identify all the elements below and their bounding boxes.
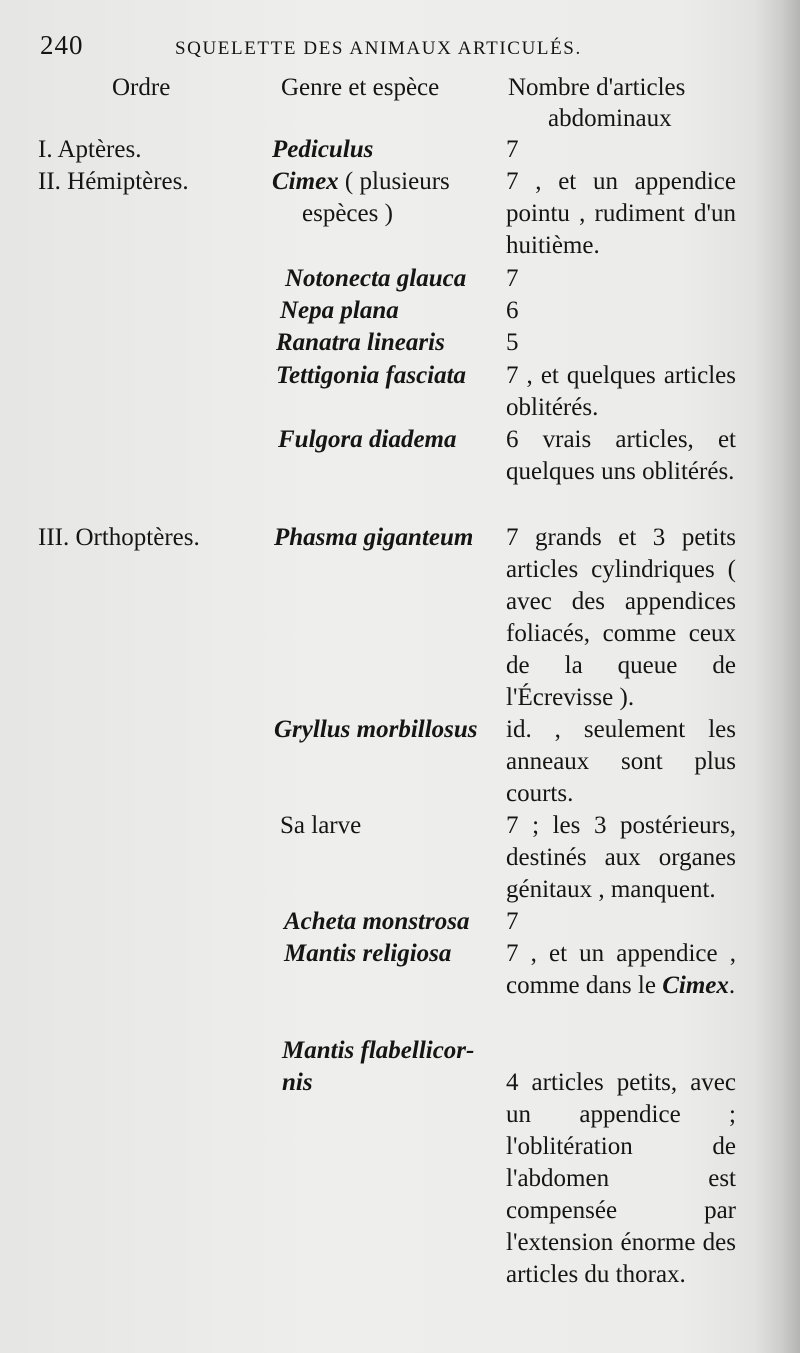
genus-note: ( plusieurs xyxy=(338,168,450,195)
page-header xyxy=(40,30,740,66)
genus-cell: Ranatra linearis xyxy=(276,329,445,356)
count-text-end: . xyxy=(728,972,736,999)
genus-cell: Pediculus xyxy=(272,136,374,163)
genus-cell: Nepa plana xyxy=(280,297,399,324)
order-cell: I. Aptères. xyxy=(38,136,142,163)
count-text: 7 , et un appendice , comme dans le xyxy=(506,940,736,999)
order-cell: II. Hémiptères. xyxy=(38,168,189,195)
count-cell: 7 xyxy=(506,908,519,935)
count-cell: 7 grands et 3 petits articles cylindriques ( avec des appendices foliacés, comme ceux de la queue de l'Écrevisse ). xyxy=(506,524,736,711)
column-heading-order: Ordre xyxy=(112,74,171,101)
genus-name: Cimex xyxy=(272,168,339,195)
column-heading-count-cont: abdominaux xyxy=(548,105,672,132)
count-genus-ref: Cimex xyxy=(662,972,729,999)
count-cell: 5 xyxy=(506,329,519,356)
genus-cell-cont: nis xyxy=(282,1069,313,1096)
genus-cell: Tettigonia fasciata xyxy=(276,362,467,389)
genus-cell: Phasma giganteum xyxy=(274,524,474,551)
count-cell xyxy=(506,938,736,1002)
genus-cell: Acheta monstrosa xyxy=(284,908,470,935)
genus-note-cont: espèces ) xyxy=(302,200,393,227)
genus-cell: Mantis religiosa xyxy=(284,940,452,967)
count-cell: id. , seulement les anneaux sont plus courts. xyxy=(506,716,736,807)
count-cell: 7 ; les 3 postérieurs, destinés aux organes génitaux , manquent. xyxy=(506,812,736,903)
order-cell: III. Orthoptères. xyxy=(38,524,200,551)
running-title: SQUELETTE DES ANIMAUX ARTICULÉS. xyxy=(175,38,582,59)
count-cell: 7 xyxy=(506,136,519,163)
column-heading-count: Nombre d'articles xyxy=(508,74,686,101)
genus-cell xyxy=(272,166,497,230)
column-heading-genus: Genre et espèce xyxy=(281,74,440,101)
genus-cell: Sa larve xyxy=(280,812,362,839)
count-cell: 6 xyxy=(506,297,519,324)
genus-cell: Fulgora diadema xyxy=(278,426,457,453)
page-number: 240 xyxy=(40,30,84,60)
count-cell: 4 articles petits, avec un appendice ; l'oblitération de l'abdomen est compensée par l'extension énorme des articles du thorax. xyxy=(506,1069,736,1288)
genus-cell: Gryllus morbillosus xyxy=(274,716,478,743)
count-cell: 7 xyxy=(506,265,519,292)
count-cell: 6 vrais articles, et quelques uns oblitérés. xyxy=(506,426,736,485)
genus-cell: Mantis flabellicor- xyxy=(282,1037,475,1064)
count-cell: 7 , et un appendice pointu , rudiment d'un huitième. xyxy=(506,168,736,259)
page-shadow xyxy=(754,0,800,1353)
genus-cell: Notonecta glauca xyxy=(285,265,467,292)
count-cell: 7 , et quelques articles oblitérés. xyxy=(506,362,736,421)
